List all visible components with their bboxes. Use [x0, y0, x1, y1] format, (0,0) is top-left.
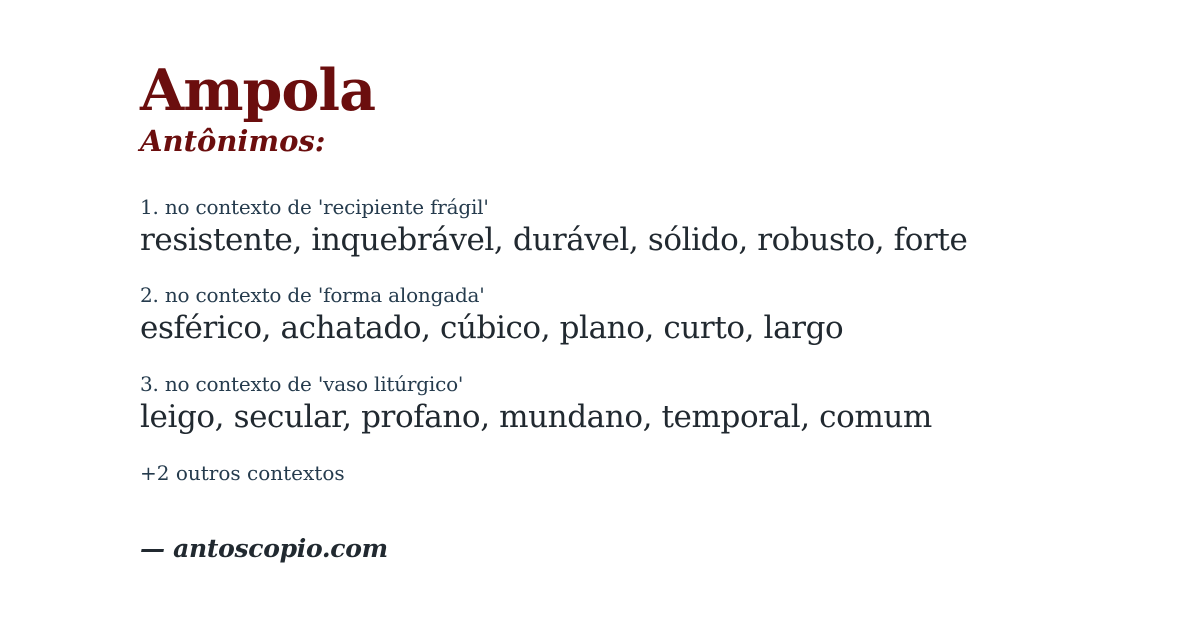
antonym-list: esférico, achatado, cúbico, plano, curto, largo [140, 310, 844, 347]
context-sections [140, 194, 1140, 440]
context-section-1 [140, 194, 1140, 262]
context-label: 3. no contexto de 'vaso litúrgico' [140, 372, 464, 397]
context-label: 1. no contexto de 'recipiente frágil' [140, 194, 489, 219]
context-label: 2. no contexto de 'forma alongada' [140, 283, 485, 308]
more-contexts-note: +2 outros contextos [140, 461, 345, 486]
context-section-3 [140, 371, 1140, 439]
antonym-list: leigo, secular, profano, mundano, temporal, comum [140, 399, 932, 436]
antonym-list: resistente, inquebrável, durável, sólido, robusto, forte [140, 221, 968, 258]
page-subtitle: Antônimos: [140, 123, 326, 158]
page-title: Ampola [140, 57, 375, 124]
context-section-2 [140, 282, 1140, 350]
source-attribution: — antoscopio.com [140, 534, 388, 564]
